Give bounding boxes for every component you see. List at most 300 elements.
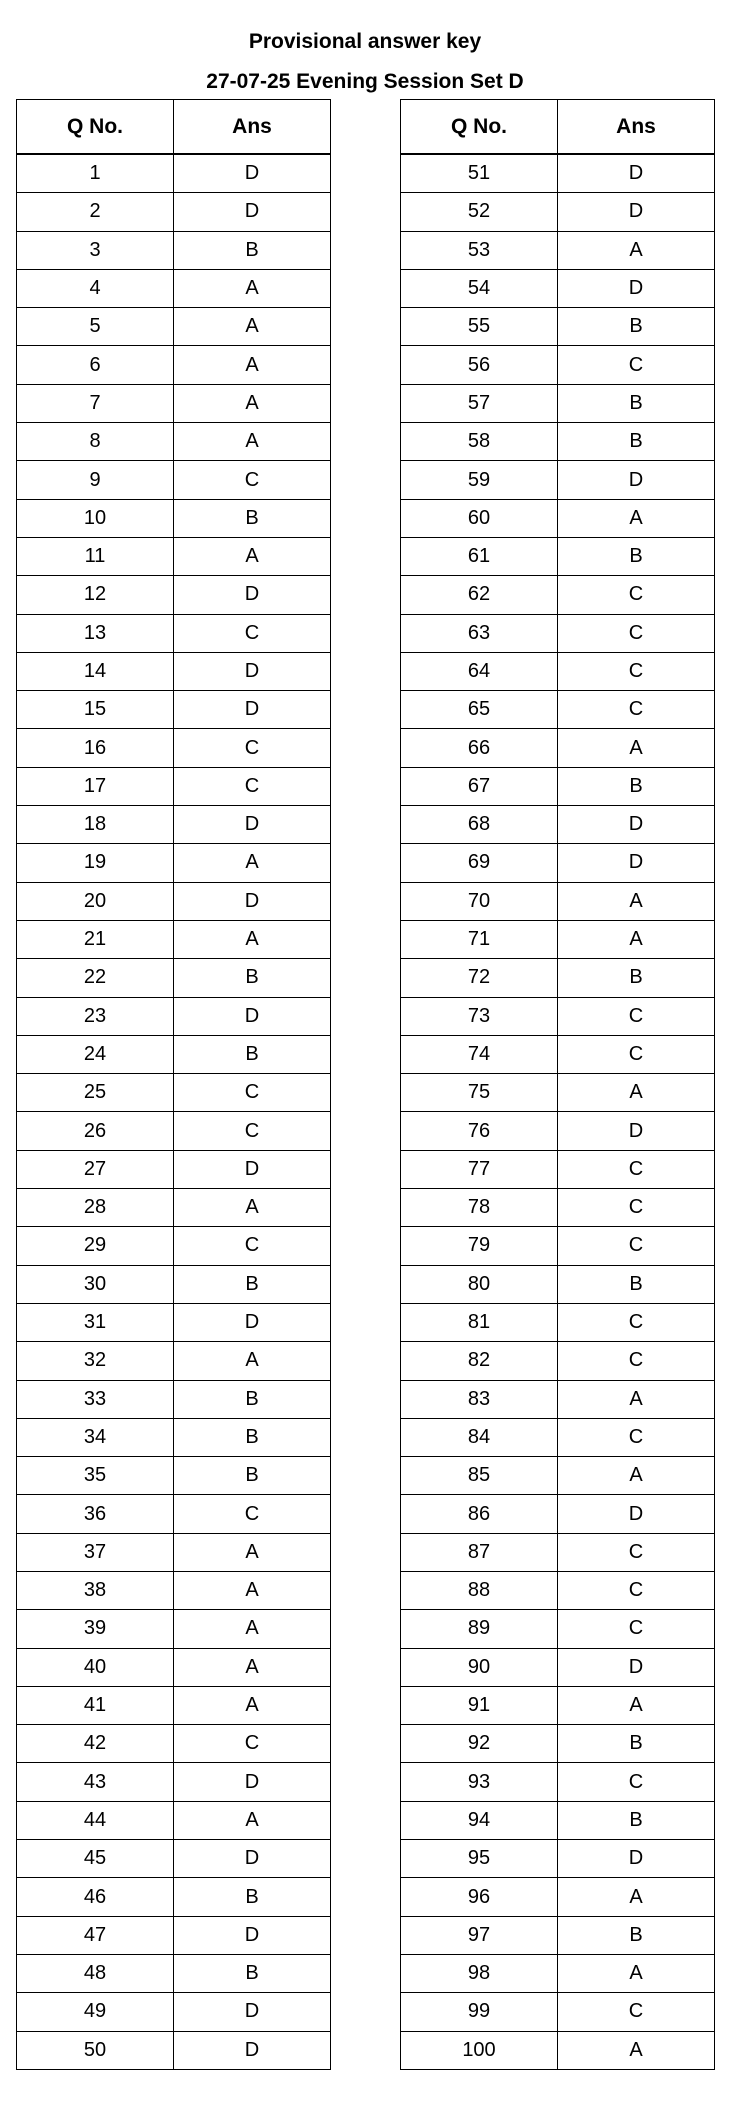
answer-cell: A [174,1533,331,1571]
table-row [17,346,331,384]
answer-cell: D [558,806,715,844]
table-row [17,1993,331,2031]
answer-cell: D [558,1840,715,1878]
question-number-cell: 45 [17,1840,174,1878]
table-row [401,1035,715,1073]
question-number-cell: 51 [401,154,558,193]
answer-cell: A [174,423,331,461]
answer-cell: C [558,1035,715,1073]
answer-cell: C [174,1227,331,1265]
table-row [17,1150,331,1188]
table-row [17,1725,331,1763]
answer-cell: C [174,1725,331,1763]
table-row [17,920,331,958]
question-number-cell: 5 [17,308,174,346]
question-number-cell: 2 [17,193,174,231]
answer-cell: D [174,1150,331,1188]
question-number-cell: 9 [17,461,174,499]
answer-cell: A [174,1342,331,1380]
question-number-cell: 43 [17,1763,174,1801]
answer-cell: D [174,691,331,729]
answer-cell: C [558,576,715,614]
answer-cell: C [558,1342,715,1380]
answer-cell: C [558,1993,715,2031]
answer-cell: C [174,461,331,499]
question-number-cell: 99 [401,1993,558,2031]
table-row [401,1112,715,1150]
question-number-cell: 54 [401,269,558,307]
table-row [401,231,715,269]
answer-table-right [400,99,715,2070]
question-number-cell: 15 [17,691,174,729]
question-number-cell: 13 [17,614,174,652]
question-number-cell: 8 [17,423,174,461]
question-number-cell: 35 [17,1457,174,1495]
answer-cell: A [174,1648,331,1686]
question-number-cell: 56 [401,346,558,384]
table-row [401,767,715,805]
table-row [17,1686,331,1724]
answer-cell: D [174,882,331,920]
table-row [401,1916,715,1954]
answer-cell: C [558,1189,715,1227]
question-number-cell: 34 [17,1418,174,1456]
question-number-cell: 78 [401,1189,558,1227]
table-row [401,1801,715,1839]
table-row [401,1074,715,1112]
question-number-cell: 46 [17,1878,174,1916]
table-row [401,308,715,346]
answer-cell: A [558,1878,715,1916]
answer-cell: B [558,1916,715,1954]
answer-cell: D [558,1495,715,1533]
table-row [17,767,331,805]
table-row [401,269,715,307]
answer-cell: A [558,1380,715,1418]
answer-cell: D [174,1993,331,2031]
answer-cell: A [558,729,715,767]
table-row [401,576,715,614]
table-row [401,1380,715,1418]
table-row [17,499,331,537]
question-number-cell: 98 [401,1954,558,1992]
question-number-cell: 6 [17,346,174,384]
table-row [17,576,331,614]
question-number-cell: 31 [17,1303,174,1341]
answer-cell: C [558,1227,715,1265]
answer-cell: C [174,614,331,652]
question-number-cell: 91 [401,1686,558,1724]
answer-cell: D [558,461,715,499]
answer-cell: C [174,1112,331,1150]
table-row [17,1571,331,1609]
question-number-cell: 85 [401,1457,558,1495]
column-header-ans: Ans [174,100,331,155]
table-row [401,1303,715,1341]
answer-cell: D [174,576,331,614]
answer-cell: D [174,806,331,844]
answer-cell: B [174,1954,331,1992]
table-row [401,1189,715,1227]
answer-cell: D [558,844,715,882]
question-number-cell: 65 [401,691,558,729]
question-number-cell: 89 [401,1610,558,1648]
question-number-cell: 77 [401,1150,558,1188]
answer-cell: A [174,844,331,882]
table-row [401,537,715,575]
answer-table-left [16,99,331,2070]
answer-cell: C [558,1150,715,1188]
table-row [401,384,715,422]
column-header-ans: Ans [558,100,715,155]
answer-cell: A [174,920,331,958]
answer-cell: D [174,652,331,690]
table-row [17,1035,331,1073]
answer-cell: A [558,882,715,920]
question-number-cell: 52 [401,193,558,231]
question-number-cell: 87 [401,1533,558,1571]
question-number-cell: 96 [401,1878,558,1916]
question-number-cell: 72 [401,959,558,997]
table-row [401,1954,715,1992]
question-number-cell: 93 [401,1763,558,1801]
question-number-cell: 4 [17,269,174,307]
answer-cell: A [174,1189,331,1227]
question-number-cell: 26 [17,1112,174,1150]
table-row [401,1495,715,1533]
answer-cell: A [558,920,715,958]
answer-cell: D [174,1303,331,1341]
answer-cell: B [558,767,715,805]
answer-cell: A [174,1610,331,1648]
question-number-cell: 88 [401,1571,558,1609]
question-number-cell: 41 [17,1686,174,1724]
table-row [17,193,331,231]
answer-cell: D [558,154,715,193]
table-row [401,882,715,920]
answer-cell: B [558,308,715,346]
question-number-cell: 36 [17,1495,174,1533]
question-number-cell: 64 [401,652,558,690]
table-row [401,1418,715,1456]
answer-cell: C [174,1074,331,1112]
question-number-cell: 24 [17,1035,174,1073]
table-row [401,1571,715,1609]
answer-cell: A [558,231,715,269]
answer-cell: D [174,997,331,1035]
answer-cell: C [558,346,715,384]
page-subtitle: 27-07-25 Evening Session Set D [206,70,524,93]
table-row [17,2031,331,2069]
question-number-cell: 12 [17,576,174,614]
table-row [401,959,715,997]
answer-cell: A [174,1571,331,1609]
table-row [401,154,715,193]
table-row [17,1303,331,1341]
answer-cell: B [174,1380,331,1418]
table-row [17,1112,331,1150]
question-number-cell: 38 [17,1571,174,1609]
answer-cell: B [558,1801,715,1839]
table-row [17,384,331,422]
table-row [401,1686,715,1724]
question-number-cell: 11 [17,537,174,575]
table-row [401,1342,715,1380]
question-number-cell: 69 [401,844,558,882]
question-number-cell: 3 [17,231,174,269]
question-number-cell: 42 [17,1725,174,1763]
table-row [17,614,331,652]
table-row [17,231,331,269]
question-number-cell: 14 [17,652,174,690]
question-number-cell: 16 [17,729,174,767]
answer-cell: A [174,384,331,422]
table-row [401,997,715,1035]
answer-cell: B [174,1878,331,1916]
answer-cell: A [558,499,715,537]
answer-cell: D [174,154,331,193]
table-header-row [17,100,331,155]
table-row [17,691,331,729]
answer-cell: D [174,2031,331,2069]
question-number-cell: 18 [17,806,174,844]
answer-cell: C [558,1571,715,1609]
table-header-row [401,100,715,155]
answer-cell: B [174,1457,331,1495]
table-row [401,423,715,461]
table-row [17,154,331,193]
question-number-cell: 79 [401,1227,558,1265]
answer-cell: B [174,1265,331,1303]
answer-cell: C [558,997,715,1035]
question-number-cell: 81 [401,1303,558,1341]
table-row [401,1150,715,1188]
table-row [17,1227,331,1265]
question-number-cell: 62 [401,576,558,614]
answer-cell: B [174,959,331,997]
table-row [17,1801,331,1839]
table-row [401,1457,715,1495]
question-number-cell: 68 [401,806,558,844]
question-number-cell: 20 [17,882,174,920]
table-row [401,729,715,767]
table-row [17,269,331,307]
answer-cell: B [558,537,715,575]
table-row [17,882,331,920]
table-row [17,1265,331,1303]
table-row [401,1265,715,1303]
table-row [17,308,331,346]
table-row [401,806,715,844]
table-row [401,346,715,384]
answer-cell: C [558,1533,715,1571]
question-number-cell: 37 [17,1533,174,1571]
question-number-cell: 71 [401,920,558,958]
table-row [401,2031,715,2069]
question-number-cell: 80 [401,1265,558,1303]
table-row [17,461,331,499]
table-row [401,1533,715,1571]
table-row [17,1495,331,1533]
table-row [401,1227,715,1265]
question-number-cell: 23 [17,997,174,1035]
question-number-cell: 29 [17,1227,174,1265]
question-number-cell: 86 [401,1495,558,1533]
table-row [17,806,331,844]
question-number-cell: 94 [401,1801,558,1839]
page-title: Provisional answer key [248,30,482,53]
answer-cell: C [558,691,715,729]
answer-cell: C [558,1303,715,1341]
table-row [17,1074,331,1112]
table-row [17,729,331,767]
question-number-cell: 50 [17,2031,174,2069]
question-number-cell: 22 [17,959,174,997]
table-row [401,844,715,882]
question-number-cell: 40 [17,1648,174,1686]
question-number-cell: 10 [17,499,174,537]
question-number-cell: 49 [17,1993,174,2031]
question-number-cell: 83 [401,1380,558,1418]
question-number-cell: 90 [401,1648,558,1686]
answer-cell: D [174,1840,331,1878]
table-row [401,614,715,652]
question-number-cell: 19 [17,844,174,882]
question-number-cell: 82 [401,1342,558,1380]
question-number-cell: 76 [401,1112,558,1150]
question-number-cell: 67 [401,767,558,805]
question-number-cell: 32 [17,1342,174,1380]
question-number-cell: 17 [17,767,174,805]
question-number-cell: 7 [17,384,174,422]
table-row [401,499,715,537]
question-number-cell: 59 [401,461,558,499]
question-number-cell: 1 [17,154,174,193]
answer-cell: C [558,614,715,652]
table-row [17,1418,331,1456]
question-number-cell: 61 [401,537,558,575]
table-row [17,1763,331,1801]
answer-cell: C [558,652,715,690]
table-row [401,461,715,499]
question-number-cell: 44 [17,1801,174,1839]
answer-cell: C [174,1495,331,1533]
table-row [17,1189,331,1227]
answer-cell: B [174,499,331,537]
answer-cell: D [558,1112,715,1150]
question-number-cell: 92 [401,1725,558,1763]
answer-cell: B [558,384,715,422]
question-number-cell: 70 [401,882,558,920]
answer-cell: B [174,1418,331,1456]
table-row [401,1648,715,1686]
question-number-cell: 27 [17,1150,174,1188]
answer-cell: A [174,1801,331,1839]
question-number-cell: 48 [17,1954,174,1992]
question-number-cell: 73 [401,997,558,1035]
question-number-cell: 100 [401,2031,558,2069]
question-number-cell: 63 [401,614,558,652]
question-number-cell: 21 [17,920,174,958]
answer-cell: D [174,1763,331,1801]
question-number-cell: 57 [401,384,558,422]
question-number-cell: 97 [401,1916,558,1954]
question-number-cell: 66 [401,729,558,767]
table-row [17,652,331,690]
table-row [401,1993,715,2031]
table-row [17,1916,331,1954]
answer-cell: D [174,193,331,231]
answer-cell: A [174,308,331,346]
answer-cell: B [558,959,715,997]
table-row [17,423,331,461]
answer-cell: A [558,2031,715,2069]
table-row [17,1380,331,1418]
question-number-cell: 33 [17,1380,174,1418]
answer-cell: B [174,1035,331,1073]
table-row [17,1610,331,1648]
question-number-cell: 55 [401,308,558,346]
question-number-cell: 28 [17,1189,174,1227]
table-row [17,1533,331,1571]
answer-cell: B [558,1265,715,1303]
answer-cell: C [558,1763,715,1801]
answer-cell: C [558,1610,715,1648]
question-number-cell: 53 [401,231,558,269]
table-row [17,844,331,882]
table-row [17,1840,331,1878]
answer-cell: C [174,767,331,805]
answer-cell: D [558,193,715,231]
answer-cell: A [558,1457,715,1495]
table-row [17,1954,331,1992]
table-row [401,1840,715,1878]
answer-cell: C [174,729,331,767]
question-number-cell: 25 [17,1074,174,1112]
table-row [401,1610,715,1648]
table-row [401,920,715,958]
table-row [17,1648,331,1686]
table-row [401,1878,715,1916]
answer-cell: C [558,1418,715,1456]
answer-cell: B [558,423,715,461]
answer-cell: B [174,231,331,269]
question-number-cell: 30 [17,1265,174,1303]
question-number-cell: 74 [401,1035,558,1073]
question-number-cell: 95 [401,1840,558,1878]
answer-cell: A [174,1686,331,1724]
table-row [401,1725,715,1763]
answer-cell: A [174,537,331,575]
table-row [17,1878,331,1916]
column-header-qno: Q No. [17,100,174,155]
question-number-cell: 84 [401,1418,558,1456]
table-row [401,1763,715,1801]
question-number-cell: 39 [17,1610,174,1648]
table-row [401,652,715,690]
answer-cell: A [558,1074,715,1112]
answer-cell: A [174,269,331,307]
table-row [17,537,331,575]
answer-cell: D [558,1648,715,1686]
table-row [17,1457,331,1495]
answer-cell: A [558,1686,715,1724]
question-number-cell: 58 [401,423,558,461]
answer-cell: A [174,346,331,384]
table-row [17,1342,331,1380]
column-header-qno: Q No. [401,100,558,155]
question-number-cell: 47 [17,1916,174,1954]
